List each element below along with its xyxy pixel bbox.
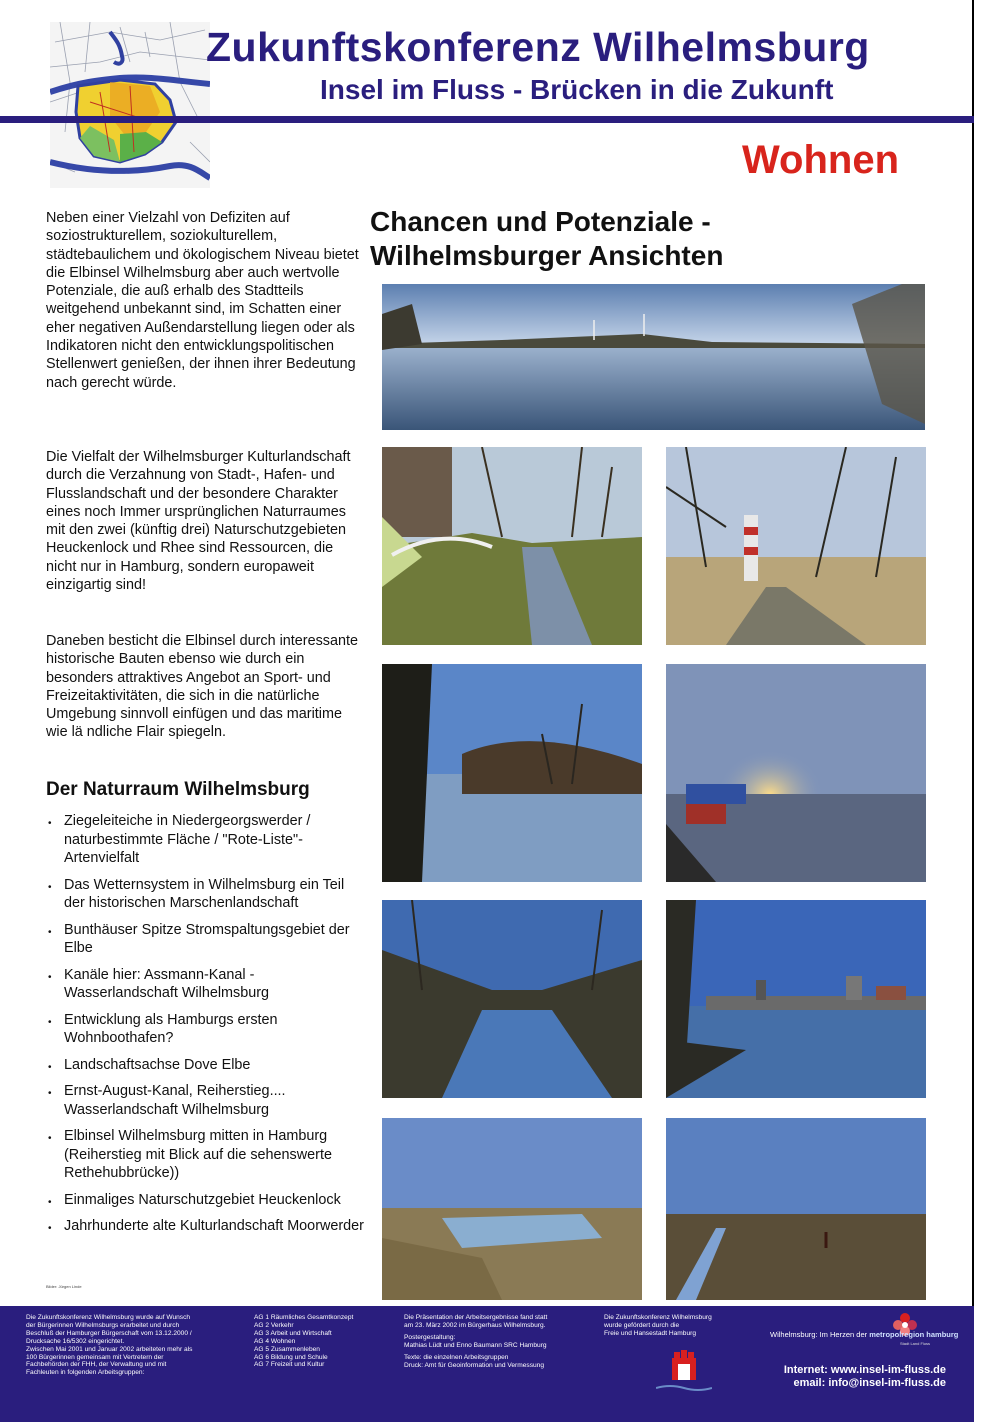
- list-item: • Kanäle hier: Assmann-Kanal - Wasserlandschaft Wilhelmsburg: [46, 966, 366, 1003]
- gallery-heading: [370, 205, 723, 273]
- list-item: • Ernst-August-Kanal, Reiherstieg.... Wasserlandschaft Wilhelmsburg: [46, 1082, 366, 1119]
- list-item: • Entwicklung als Hamburgs ersten Wohnboothafen?: [46, 1011, 366, 1048]
- footer-line: Die Präsentation der Arbeitsergebnisse fand statt: [404, 1314, 548, 1321]
- photo-credit: Bilder: Jürgen Linde: [46, 1284, 82, 1289]
- footer-line: am 23. März 2002 im Bürgerhaus Wilhelmsburg.: [404, 1321, 546, 1329]
- naturraum-list: [46, 812, 366, 1244]
- email-link[interactable]: email: info@insel-im-fluss.de: [793, 1377, 946, 1389]
- footer-line: Fachbehörden der FHH, der Verwaltung und mit: [26, 1361, 167, 1369]
- tagline-sub: Stadt Land Fluss: [900, 1341, 931, 1346]
- list-item: • Bunthäuser Spitze Stromspaltungsgebiet der Elbe: [46, 921, 366, 958]
- footer-line: AG 2 Verkehr: [254, 1321, 294, 1329]
- hamburg-crest-icon: [656, 1350, 712, 1394]
- footer-line: Die Zukunftskonferenz Wilhelmsburg wurde auf Wunsch: [26, 1314, 191, 1321]
- footer-line: AG 4 Wohnen: [254, 1337, 296, 1345]
- header-rule: [0, 116, 974, 123]
- list-item: • Das Wetternsystem in Wilhelmsburg ein Teil der historischen Marschenlandschaft: [46, 876, 366, 913]
- footer-line: AG 5 Zusammenleben: [254, 1345, 320, 1353]
- footer-info-column: [26, 1314, 192, 1377]
- footer-line: 100 Bürgerinnen gemeinsam mit Vertretern der: [26, 1353, 164, 1361]
- photo-wide-river: [382, 900, 642, 1098]
- footer-line: Fachleuten in folgenden Arbeitsgruppen:: [26, 1369, 145, 1377]
- footer-line: Die Zukunftskonferenz Wilhelmsburg: [604, 1314, 712, 1321]
- photo-field-creek: [666, 1118, 926, 1300]
- footer-line: wurde gefördert durch die: [604, 1321, 680, 1329]
- tagline-brand: metropolregion hamburg: [869, 1330, 959, 1339]
- intro-paragraph-1: Neben einer Vielzahl von Defiziten auf soziostrukturellem, soziokulturellem, städtebaulichem und ökologischem Niveau bietet die Elbinsel Wilhelmsburg aber auch wertvolle Potenziale, die auß erhalb des Stadtteils weitgehend unbekannt sind, im Schatten einer eher negativen Außendarstellung liegen oder als Indikatoren nicht den entwicklungspolitischen Stellenwert genießen, der ihnen ihrer Bedeutung nach gerecht würde.: [46, 210, 359, 391]
- footer-line: AG 6 Bildung und Schule: [254, 1353, 328, 1361]
- footer-line: AG 1 Räumliches Gesamtkonzept: [254, 1314, 354, 1321]
- poster-subtitle: Insel im Fluss - Brücken in die Zukunft: [320, 74, 834, 105]
- footer-line: Zwischen Mai 2001 und Januar 2002 arbeiteten mehr als: [26, 1345, 193, 1353]
- footer-line: AG 7 Freizeit und Kultur: [254, 1361, 325, 1369]
- gallery-heading-line-1: Chancen und Potenziale -: [370, 206, 711, 237]
- photo-canal-bridge: [382, 447, 642, 645]
- photo-industrial-river: [666, 900, 926, 1098]
- footer-funding-column: [604, 1314, 712, 1338]
- photo-sunset-harbour: [666, 664, 926, 882]
- list-item: • Ziegeleiteiche in Niedergeorgswerder / naturbestimmte Fläche / "Rote-Liste"- Artenvielfalt: [46, 812, 366, 868]
- photo-lake-panorama: [382, 284, 925, 430]
- footer-line: Beschluß der Hamburger Bürgerschaft vom 13.12.2000 /: [26, 1329, 192, 1337]
- photo-river-trees: [382, 664, 642, 882]
- footer-presentation-column: [404, 1314, 547, 1369]
- footer-line: Mathias Lüdt und Enno Baumann SRC Hamburg: [404, 1341, 547, 1349]
- footer-tagline: [770, 1330, 958, 1339]
- intro-paragraph-3: Daneben besticht die Elbinsel durch interessante historische Bauten ebenso wie durch ein besonders attraktives Angebot an Sport- und Freizeitaktivitäten, die sich in die natürliche Umgebung sinnvoll einfügen und das maritime wie lä ndliche Flair spiegeln.: [46, 633, 358, 741]
- gallery-heading-line-2: Wilhelmsburger Ansichten: [370, 240, 724, 271]
- section-title: Wohnen: [742, 138, 900, 182]
- footer-line: Postergestaltung:: [404, 1333, 456, 1341]
- list-item: • Einmaliges Naturschutzgebiet Heuckenlock: [46, 1191, 366, 1210]
- naturraum-heading: Der Naturraum Wilhelmsburg: [46, 779, 310, 800]
- footer-line: Druck: Amt für Geoinformation und Vermessung: [404, 1361, 544, 1369]
- footer: [0, 1306, 974, 1422]
- footer-line: AG 3 Arbeit und Wirtschaft: [254, 1329, 332, 1337]
- footer-workgroups-column: [254, 1314, 353, 1369]
- internet-link[interactable]: Internet: www.insel-im-fluss.de: [783, 1364, 946, 1376]
- island-map-icon: [50, 22, 210, 188]
- intro-paragraph-2: Die Vielfalt der Wilhelmsburger Kulturlandschaft durch die Verzahnung von Stadt-, Hafen- und Flusslandschaft und der besondere Charakter eines noch Immer ursprünglichen Naturraumes mit den zwei (künftig drei) Naturschutzgebieten Heuckenlock und Rhee sind Ressourcen, die nicht nur in Hamburg, sondern europaweit einzigartig sind!: [46, 449, 351, 594]
- list-item: • Elbinsel Wilhelmsburg mitten in Hamburg (Reiherstieg mit Blick auf die sehenswerte Rethehubbrücke)): [46, 1127, 366, 1183]
- footer-line: Freie und Hansestadt Hamburg: [604, 1329, 696, 1337]
- footer-line: Texte: die einzelnen Arbeitsgruppen: [404, 1353, 509, 1361]
- poster-title: Zukunftskonferenz Wilhelmsburg: [206, 24, 870, 70]
- list-item: • Landschaftsachse Dove Elbe: [46, 1056, 366, 1075]
- photo-lighthouse-path: [666, 447, 926, 645]
- list-item: • Jahrhunderte alte Kulturlandschaft Moorwerder: [46, 1217, 366, 1236]
- footer-line: der Bürgerinnen Wilhelmsburgs erarbeitet und durch: [26, 1321, 180, 1329]
- tagline-text: Wilhelmsburg: Im Herzen der: [770, 1330, 868, 1339]
- footer-line: Drucksache 16/5302 eingerichtet.: [26, 1337, 125, 1345]
- photo-marsh-landscape: [382, 1118, 642, 1300]
